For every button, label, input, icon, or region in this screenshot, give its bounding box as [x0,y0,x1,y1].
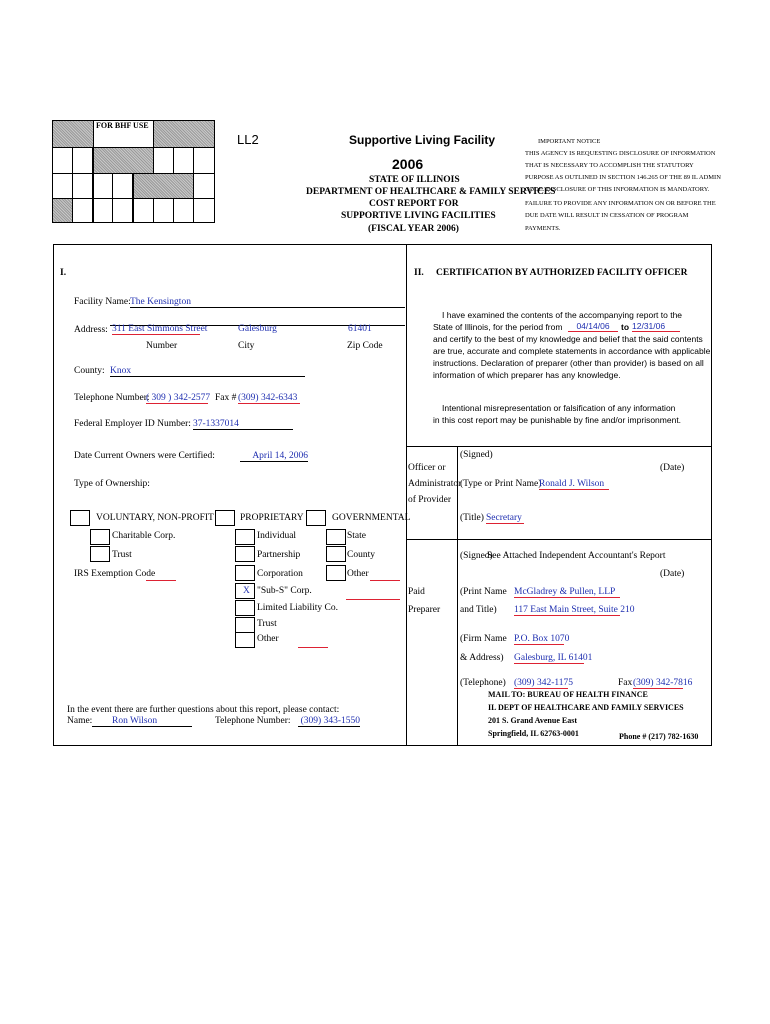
section-2-heading: II. [414,268,424,278]
zip-label: Zip Code [347,341,383,351]
officer-label: Officer or [408,463,446,473]
city-field[interactable]: Galesburg [238,324,277,334]
title-label: (Title) [460,513,484,523]
bhf-use-label: FOR BHF USE [96,121,149,130]
notice-line: FAILURE TO PROVIDE ANY INFORMATION ON OR BEFORE THE [525,200,716,207]
notice-title: IMPORTANT NOTICE [538,138,601,145]
cert-line: I have examined the contents of the accompanying report to the [442,310,683,320]
grid-cell [52,173,73,199]
governmental-label: GOVERNMENTAL [332,513,411,523]
header-facilities: SUPPORTIVE LIVING FACILITIES [341,211,496,221]
officer-divider [457,446,458,539]
ownership-label: Type of Ownership: [74,479,150,489]
ptrust-checkbox[interactable] [235,617,255,633]
city-label: City [238,341,255,351]
cert-line: State of Illinois, for the period from [433,322,563,332]
form-code: LL2 [237,132,259,147]
header-dept: DEPARTMENT OF HEALTHCARE & FAMILY SERVICES [306,187,556,197]
grid-cell [93,147,154,174]
address-label-2: & Address) [460,653,504,663]
firm-name-field[interactable]: McGladrey & Pullen, LLP [514,587,620,598]
officer-name-field[interactable]: Ronald J. Wilson [539,479,609,490]
zip-field[interactable]: 61401 [348,324,372,334]
grid-cell [173,147,194,174]
grid-cell [52,120,94,148]
print-name-label-2: (Print Name [460,587,507,597]
grid-cell [153,198,174,223]
grid-cell [133,198,154,223]
gov-extra-field[interactable] [346,599,400,600]
section-1-heading: I. [60,268,67,278]
see-attached-text: See Attached Independent Accountant's Report [487,551,666,561]
firm-tel-field[interactable]: (309) 342-1175 [514,678,574,688]
period-from-field[interactable]: 04/14/06 [568,321,618,332]
grid-cell [72,173,93,199]
mail-to-line: 201 S. Grand Avenue East [488,716,577,725]
facility-name-field[interactable]: The Kensington [130,297,405,308]
grid-cell [153,147,174,174]
date-label-2: (Date) [660,569,685,579]
charitable-label: Charitable Corp. [112,531,176,541]
address-label: Address: [74,325,108,335]
grid-cell [193,198,215,223]
grid-cell [133,173,194,199]
gov-other-label: Other [347,569,369,579]
subs-label: "Sub-S" Corp. [257,586,312,596]
notice-line: PURPOSE AS OUTLINED IN SECTION 146.265 OF THE 89 IL ADMIN [525,174,721,181]
mail-to-line: Springfield, IL 62763-0001 [488,729,579,738]
po-box-field[interactable]: P.O. Box 1070 [514,634,570,644]
gov-other-field[interactable] [370,580,400,581]
fein-label: Federal Employer ID Number: [74,419,191,429]
number-label: Number [146,341,178,351]
llc-checkbox[interactable] [235,600,255,616]
cert-line: and certify to the best of my knowledge and belief that the said contents [433,334,703,344]
signed-label: (Signed) [460,450,493,460]
grid-cell [93,198,113,223]
administrator-label: Administrator [408,479,462,489]
subs-check-mark: X [243,586,250,596]
county-checkbox[interactable] [326,546,346,562]
preparer-label: Preparer [408,605,441,615]
irs-label: IRS Exemption Code [74,569,156,579]
firm-city-field[interactable]: Galesburg, IL 61401 [514,653,593,663]
other-label: Other [257,634,279,644]
contact-name-value: Ron Wilson [112,716,158,726]
other-checkbox[interactable] [235,632,255,648]
date-label: (Date) [660,463,685,473]
form-year: 2006 [392,156,424,172]
county-label: County: [74,366,105,376]
gov-other-checkbox[interactable] [326,565,346,581]
mail-to-line: MAIL TO: BUREAU OF HEALTH FINANCE [488,690,648,699]
contact-tel-field[interactable]: (309) 343-1550 [298,716,360,727]
corporation-label: Corporation [257,569,303,579]
grid-cell [173,198,194,223]
cert-line: information of which preparer has any knowledge. [433,370,621,380]
county-field[interactable]: Knox [110,366,305,377]
notice-line: THAT IS NECESSARY TO ACCOMPLISH THE STATUTORY [525,162,694,169]
partnership-label: Partnership [257,550,301,560]
notice-line: PAYMENTS. [525,225,561,232]
grid-cell [72,198,93,223]
notice-line: THIS AGENCY IS REQUESTING DISCLOSURE OF INFORMATION [525,150,716,157]
period-to-field[interactable]: 12/31/06 [632,321,680,332]
voluntary-checkbox[interactable] [70,510,90,526]
county-option-label: County [347,550,375,560]
telephone-label-2: (Telephone) [460,678,506,688]
header-cost-report: COST REPORT FOR [369,199,459,209]
provider-label: of Provider [408,495,452,505]
grid-cell [193,147,215,174]
contact-tel-label: Telephone Number: [215,716,291,726]
fax-label: Fax # [215,393,237,403]
state-label: State [347,531,366,541]
fax-label-2: Fax [618,678,633,688]
ptrust-label: Trust [257,619,277,629]
officer-top-rule [406,446,712,447]
corporation-checkbox[interactable] [235,565,255,581]
certified-date-field[interactable]: April 14, 2006 [240,451,308,462]
telephone-field[interactable]: ( 309 ) 342-2577 [146,393,211,403]
notice-line: CODE. DISCLOSURE OF THIS INFORMATION IS MANDATORY. [525,186,710,193]
section-2-title: CERTIFICATION BY AUTHORIZED FACILITY OFFICER [436,268,688,278]
certified-label: Date Current Owners were Certified: [74,451,215,461]
firm-address-field[interactable]: 117 East Main Street, Suite 210 [514,605,635,615]
firm-name-label: (Firm Name [460,634,507,644]
officer-title-field[interactable]: Secretary [486,513,524,524]
warning-line: Intentional misrepresentation or falsification of any information [442,403,676,413]
state-checkbox[interactable] [326,529,346,545]
firm-fax-field[interactable]: (309) 342-7816 [633,678,693,688]
grid-cell [93,173,113,199]
irs-field[interactable] [146,580,176,581]
cert-line: are true, accurate and complete statements in accordance with applicable [433,346,711,356]
charitable-checkbox[interactable] [90,529,110,545]
partnership-checkbox[interactable] [235,546,255,562]
trust-label: Trust [112,550,132,560]
print-name-label: (Type or Print Name) [460,479,542,489]
grid-cell [52,147,73,174]
grid-cell [72,147,93,174]
bureau-phone: Phone # (217) 782-1630 [619,732,699,741]
preparer-divider [457,539,458,746]
contact-name-field[interactable] [92,716,192,727]
llc-label: Limited Liability Co. [257,603,339,613]
grid-cell [112,173,133,199]
trust-checkbox[interactable] [90,546,110,562]
proprietary-checkbox[interactable] [215,510,235,526]
header-state: STATE OF ILLINOIS [369,175,460,185]
cert-line: instructions. Declaration of preparer (other than provider) is based on all [433,358,704,368]
grid-cell [153,120,215,148]
proprietary-label: PROPRIETARY [240,513,304,523]
paid-label: Paid [408,587,425,597]
grid-cell [193,173,215,199]
mail-to-line: IL DEPT OF HEALTHCARE AND FAMILY SERVICES [488,703,684,712]
other-field[interactable] [298,647,328,648]
fax-field[interactable]: (309) 342-6343 [238,393,300,404]
form-title: Supportive Living Facility [349,133,496,147]
signed-label-2: (Signed) [460,551,493,561]
officer-bottom-rule [406,539,712,540]
telephone-label: Telephone Number: [74,393,150,403]
and-title-label: and Title) [460,605,497,615]
header-fiscal: (FISCAL YEAR 2006) [368,224,459,234]
questions-text: In the event there are further questions about this report, please contact: [67,705,340,715]
grid-cell [52,198,73,223]
warning-line: in this cost report may be punishable by fine and/or imprisonment. [433,415,682,425]
facility-name-label: Facility Name: [74,297,131,307]
individual-label: Individual [257,531,297,541]
grid-cell [112,198,133,223]
voluntary-label: VOLUNTARY, NON-PROFIT [96,513,214,523]
individual-checkbox[interactable] [235,529,255,545]
notice-line: DUE DATE WILL RESULT IN CESSATION OF PROGRAM [525,212,689,219]
to-label: to [621,322,630,332]
governmental-checkbox[interactable] [306,510,326,526]
street-field[interactable]: 311 East Simmons Street [112,324,208,334]
section-divider [406,244,407,746]
fein-field[interactable]: 37-1337014 [193,419,293,430]
contact-name-label: Name: [67,716,93,726]
